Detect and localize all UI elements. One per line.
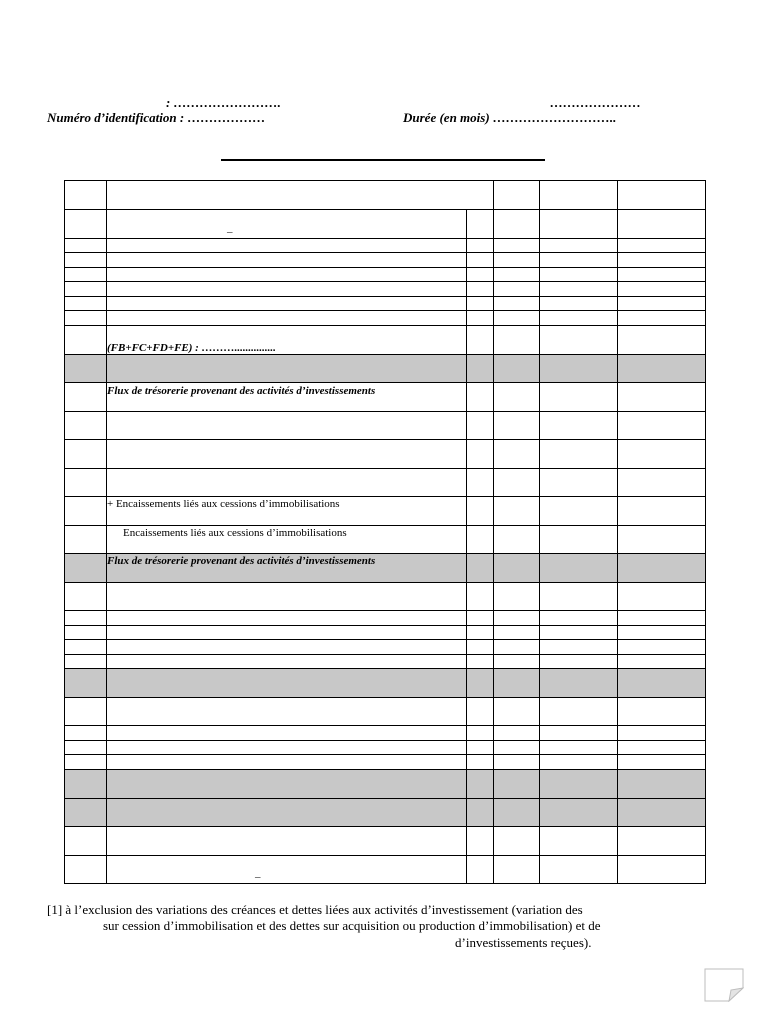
row-dash-2: –	[107, 856, 467, 884]
table-row	[65, 253, 706, 268]
table-row	[65, 268, 706, 282]
header-line1-right: …………………	[550, 95, 641, 110]
table-row-shaded	[65, 554, 706, 583]
table-row	[65, 583, 706, 611]
page-curl-icon	[704, 968, 744, 1002]
table-row	[65, 655, 706, 669]
table-row-shaded	[65, 355, 706, 383]
duration-label: Durée (en mois) ………………………..	[403, 110, 617, 125]
table-row	[65, 526, 706, 554]
table-row	[65, 239, 706, 253]
table-row	[65, 856, 706, 884]
table-row	[65, 469, 706, 497]
table-cell	[107, 181, 494, 210]
table-row	[65, 282, 706, 297]
footnote-line-1: [1] à l’exclusion des variations des créances et dettes liées aux activités d’investissement (variation des	[47, 902, 583, 917]
investment-heading-2: Flux de trésorerie provenant des activités d’investissements	[107, 554, 467, 583]
table-row	[65, 210, 706, 239]
table-row	[65, 383, 706, 412]
table-row	[65, 741, 706, 755]
table-row	[65, 626, 706, 640]
row-dash-1: –	[107, 210, 467, 239]
footnote-line-2: sur cession d’immobilisation et des dettes sur acquisition ou production d’immobilisation) et de	[103, 918, 601, 933]
header-line1-left: : …………………….	[166, 95, 281, 110]
footnote-line-3: d’investissements reçues).	[455, 935, 592, 950]
cession-plus-label: + Encaissements liés aux cessions d’immobilisations	[107, 497, 467, 526]
table-row	[65, 412, 706, 440]
cash-flow-table	[64, 180, 706, 884]
table-row	[65, 297, 706, 311]
table-cell	[540, 181, 618, 210]
table-row	[65, 698, 706, 726]
table-row	[65, 755, 706, 770]
table-row	[65, 611, 706, 626]
cession-label: Encaissements liés aux cessions d’immobilisations	[107, 526, 467, 554]
table-cell	[618, 181, 706, 210]
table-row	[65, 497, 706, 526]
operating-total-label: (FB+FC+FD+FE) : ………...............	[107, 326, 467, 355]
table-row	[65, 827, 706, 856]
identification-number-label: Numéro d’identification : ………………	[47, 110, 266, 125]
table-header-row	[65, 181, 706, 210]
title-underline	[221, 159, 545, 161]
table-cell	[65, 181, 107, 210]
table-row	[65, 726, 706, 741]
table-row	[65, 440, 706, 469]
table-cell	[494, 181, 540, 210]
table-row	[65, 326, 706, 355]
table-row-shaded	[65, 799, 706, 827]
table-row-shaded	[65, 669, 706, 698]
table-row	[65, 311, 706, 326]
table-row-shaded	[65, 770, 706, 799]
investment-heading-1: Flux de trésorerie provenant des activités d’investissements	[107, 383, 467, 412]
table-row	[65, 640, 706, 655]
